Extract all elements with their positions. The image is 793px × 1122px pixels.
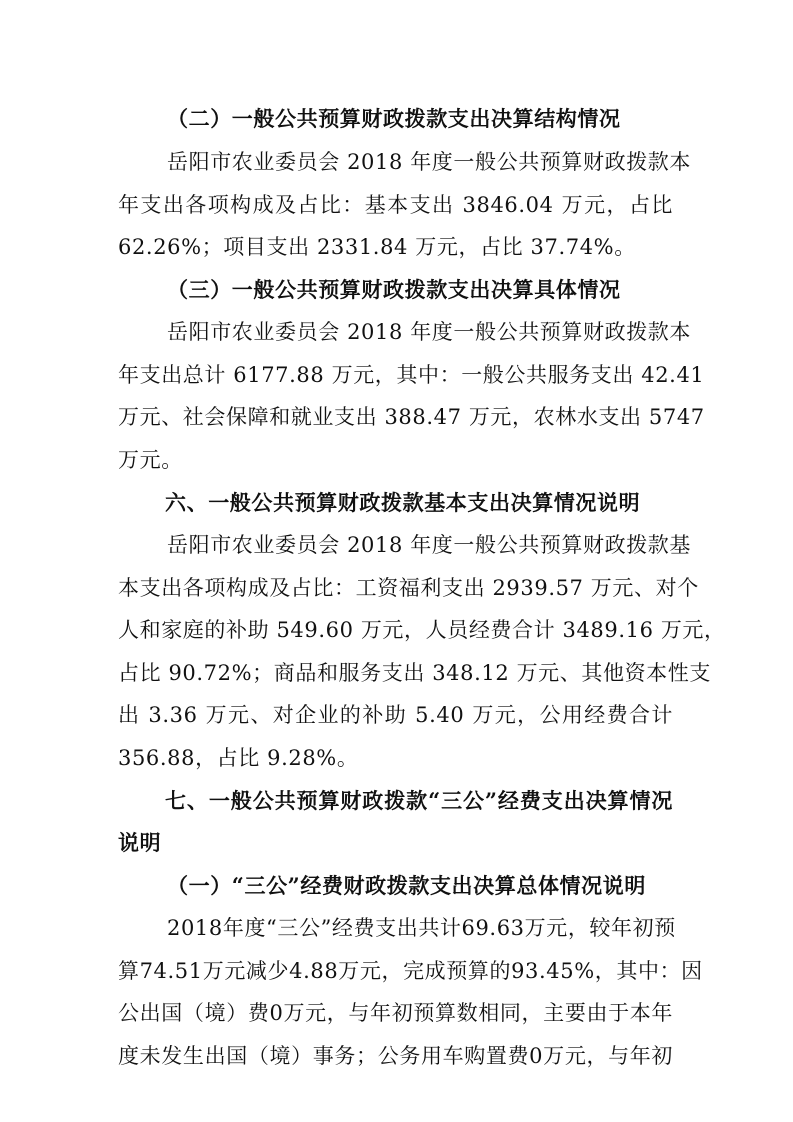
paragraph-line: 算74.51万元减少4.88万元，完成预算的93.45%，其中：因 — [118, 959, 703, 983]
paragraph-line: 占比 90.72%；商品和服务支出 348.12 万元、其他资本性支 — [118, 661, 711, 685]
subsection-heading-overall: （一）“三公”经费财政拨款支出决算总体情况说明 — [167, 873, 646, 898]
paragraph-line: 出 3.36 万元、对企业的补助 5.40 万元，公用经费合计 — [118, 703, 673, 727]
section-heading-three-public: 七、一般公共预算财政拨款“三公”经费支出决算情况 — [165, 788, 673, 813]
paragraph-line: 本支出各项构成及占比：工资福利支出 2939.57 万元、对个 — [118, 576, 699, 600]
section-heading-continuation: 说明 — [118, 830, 162, 855]
paragraph-line: 度未发生出国（境）事务；公务用车购置费0万元，与年初 — [118, 1044, 673, 1068]
paragraph-line: 人和家庭的补助 549.60 万元，人员经费合计 3489.16 万元， — [118, 618, 726, 642]
paragraph-line: 岳阳市农业委员会 2018 年度一般公共预算财政拨款本 — [167, 320, 691, 344]
paragraph-line: 公出国（境）费0万元，与年初预算数相同，主要由于本年 — [118, 1001, 673, 1025]
paragraph-line: 万元。 — [118, 448, 183, 472]
paragraph-line: 岳阳市农业委员会 2018 年度一般公共预算财政拨款基 — [167, 533, 691, 557]
paragraph-line: 2018年度“三公”经费支出共计69.63万元，较年初预 — [167, 916, 676, 940]
paragraph-line: 年支出各项构成及占比：基本支出 3846.04 万元，占比 — [118, 193, 673, 217]
section-heading-basic-expenditure: 六、一般公共预算财政拨款基本支出决算情况说明 — [165, 490, 641, 515]
paragraph-line: 岳阳市农业委员会 2018 年度一般公共预算财政拨款本 — [167, 150, 691, 174]
paragraph-line: 年支出总计 6177.88 万元，其中：一般公共服务支出 42.41 — [118, 363, 705, 387]
paragraph-line: 万元、社会保障和就业支出 388.47 万元，农林水支出 5747 — [118, 405, 705, 429]
paragraph-line: 356.88，占比 9.28%。 — [118, 746, 359, 770]
paragraph-line: 62.26%；项目支出 2331.84 万元，占比 37.74%。 — [118, 235, 636, 259]
section-heading-detail: （三）一般公共预算财政拨款支出决算具体情况 — [167, 277, 621, 302]
section-heading-structure: （二）一般公共预算财政拨款支出决算结构情况 — [167, 106, 621, 131]
